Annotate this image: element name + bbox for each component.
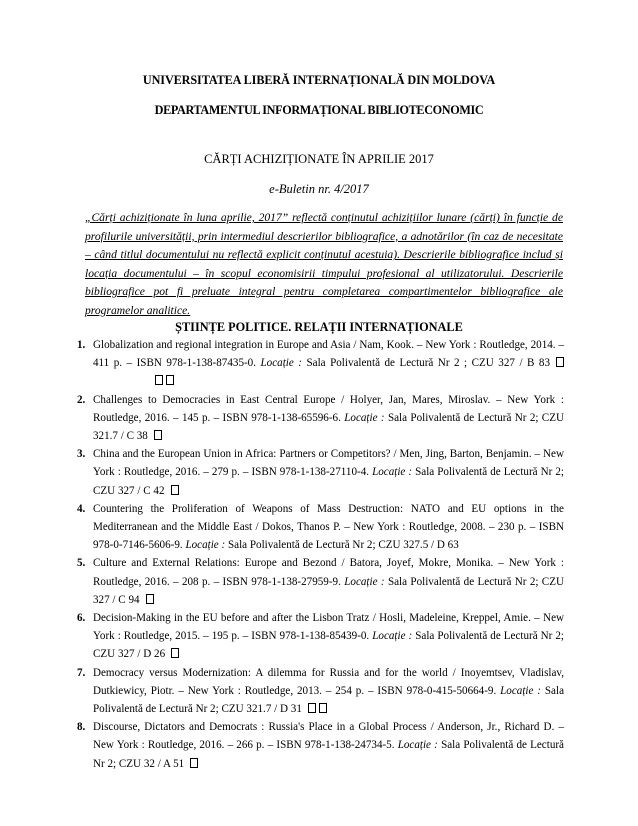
entry-description: China and the European Union in Africa: Partners or Competitors? / Men, Jing, Barton, Benjamin. – New York : Routledge, 2016. – 279 p. – ISBN 978-1-138-27110-4.	[93, 448, 564, 479]
entry-location: Sala Polivalentă de Lectură Nr 2; CZU 327.5 / D 63	[227, 539, 459, 552]
university-name: UNIVERSITATEA LIBERĂ INTERNAȚIONALĂ DIN MOLDOVA	[142, 73, 496, 87]
location-label: Locație :	[260, 357, 302, 370]
book-entry	[77, 718, 564, 773]
entry-description: Democracy versus Modernization: A dilemma for Russia and for the world / Inoyemtsev, Vladislav, Dutkiewicy, Piotr. – New York : Routledge, 2013. – 254 p. – ISBN 978-0-415-50664-9.	[93, 666, 564, 697]
location-label: Locație :	[344, 411, 385, 424]
book-entry	[77, 500, 564, 555]
section-title: ȘTIINȚE POLITICE. RELAȚII INTERNAȚIONALE	[175, 320, 463, 334]
checkbox-glyph-icon	[556, 357, 564, 367]
entry-description: Globalization and regional integration in Europe and Asia / Nam, Kook. – New York : Routledge, 2014. – 411 p. – ISBN 978-1-138-87435-0.	[93, 339, 564, 370]
book-entry	[77, 609, 564, 664]
document-title: CĂRȚI ACHIZIȚIONATE ÎN APRILIE 2017	[204, 152, 434, 166]
bulletin-number: e-Buletin nr. 4/2017	[269, 182, 369, 196]
checkbox-glyph-icon	[319, 703, 327, 713]
location-label: Locație :	[372, 466, 413, 479]
checkbox-glyph-icon	[166, 375, 174, 385]
entry-description: Decision-Making in the EU before and after the Lisbon Tratz / Hosli, Madeleine, Kreppel, Amie. – New York : Routledge, 2015. – 195 p. – ISBN 978-1-138-85439-0.	[93, 612, 564, 643]
location-label: Locație :	[185, 539, 226, 552]
entry-number: 2.	[77, 393, 86, 406]
checkbox-glyph-icon	[154, 430, 162, 440]
entry-number: 1.	[77, 339, 86, 351]
entry-location: Sala Polivalentă de Lectură Nr 2; CZU 327 / C 94	[93, 575, 564, 606]
entry-number: 7.	[77, 666, 86, 679]
entry-description: Culture and External Relations: Europe and Bezond / Batora, Joyef, Mokre, Monika. – New York : Routledge, 2016. – 208 p. – ISBN 978-1-138-27959-9.	[93, 557, 564, 588]
book-entry	[77, 664, 564, 719]
entry-location: Sala Polivalentă de Lectură Nr 2; CZU 321.7 / D 31	[93, 684, 564, 716]
checkbox-glyph-icon	[171, 648, 179, 658]
checkbox-glyph-icon	[171, 485, 179, 495]
book-entry	[77, 336, 564, 391]
checkbox-glyph-icon	[308, 703, 316, 713]
intro-paragraph: „Cărți achiziționate în luna aprilie, 2017” reflectă conținutul achizițiilor lunare (cărți) în funcție de profilurile universității, prin intermediul descrierilor bibliografice, a adnotărilor (în caz de necesitate – când titlul documentului nu reflectă explicit conținutul acestuia). Descrierile bibliografice includ și locația documentului – în scopul economisirii timpului profesional al utilizatorului. Descrierile bibliografice pot fi preluate integral pentru completarea compartimentelor bibliografice ale programelor analitice.	[85, 211, 563, 317]
entry-location: Sala Polivalentă de Lectură Nr 2; CZU 321.7 / C 38	[93, 411, 564, 443]
department-name: DEPARTAMENTUL INFORMAȚIONAL BIBLIOTECONOMIC	[154, 103, 484, 117]
location-label: Locație :	[397, 739, 438, 752]
entry-location: Sala Polivalentă de Lectură Nr 2; CZU 32 / A 51	[93, 739, 564, 770]
entry-number: 6.	[77, 612, 86, 625]
location-label: Locație :	[500, 684, 541, 697]
checkbox-glyph-icon	[155, 375, 163, 385]
checkbox-glyph-icon	[146, 594, 154, 604]
entry-number: 3.	[77, 448, 86, 461]
entry-location: Sala Polivalentă de Lectură Nr 2; CZU 327 / C 42	[93, 466, 564, 497]
entry-location: Sala Polivalentă de Lectură Nr 2; CZU 327 / D 26	[93, 630, 564, 661]
book-list	[77, 336, 564, 773]
entry-description: Challenges to Democracies in East Central Europe / Holyer, Jan, Mares, Miroslav. – New York : Routledge, 2016. – 145 p. – ISBN 978-1-138-65596-6.	[93, 393, 564, 424]
location-label: Locație :	[344, 575, 385, 588]
entry-number: 8.	[77, 721, 86, 734]
book-entry	[77, 445, 564, 500]
entry-description: Countering the Proliferation of Weapons of Mass Destruction: NATO and EU options in the Mediterranean and the Middle East / Dokos, Thanos P. – New York : Routledge, 2008. – 230 p. – ISBN 978-0-7146-5606-9.	[93, 502, 564, 552]
checkbox-glyph-icon	[190, 758, 198, 768]
entry-location: Sala Polivalentă de Lectură Nr 2 ; CZU 327 / B 83	[306, 357, 550, 370]
book-entry	[77, 391, 564, 446]
book-entry	[77, 554, 564, 609]
entry-number: 5.	[77, 557, 86, 570]
location-label: Locație :	[372, 630, 413, 643]
entry-description: Discourse, Dictators and Democrats : Russia's Place in a Global Process / Anderson, Jr., Richard D. – New York : Routledge, 2016. – 266 p. – ISBN 978-1-138-24734-5.	[93, 721, 564, 752]
entry-number: 4.	[77, 502, 86, 515]
